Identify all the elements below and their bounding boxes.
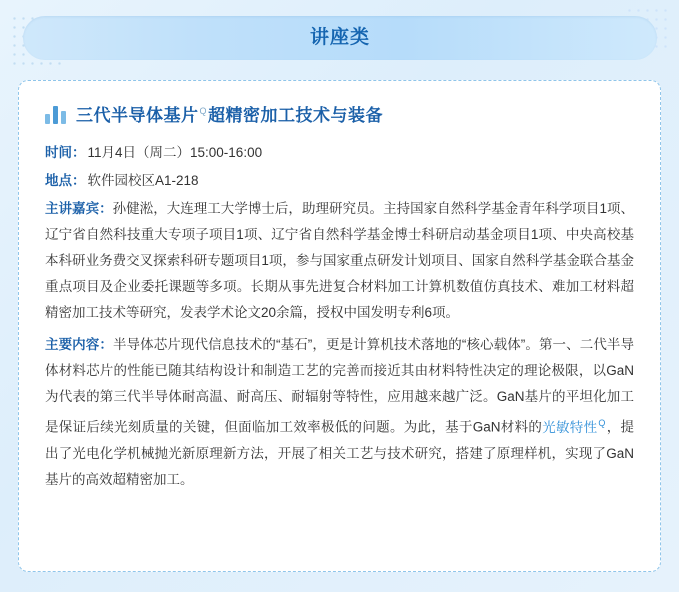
- content-label: 主要内容：: [45, 337, 113, 352]
- content-paragraph: [45, 332, 634, 493]
- content-text-after: ，提出了光电化学机械抛光新原理新方法，开展了相关工艺与技术研究，搭建了原理样机，实现了GaN基片的高效超精密加工。: [45, 419, 635, 487]
- search-superscript-icon[interactable]: Q: [199, 106, 208, 117]
- lecture-card: [18, 80, 661, 572]
- lecture-title-row: [45, 101, 634, 126]
- lecture-title-part1: 三代半导体基片: [76, 106, 199, 125]
- lecture-title-part2: 超精密加工技术与装备: [208, 106, 384, 125]
- field-location-value: 软件园校区A1-218: [87, 173, 199, 188]
- field-time-value: 11月4日（周二）15:00-16:00: [87, 145, 263, 160]
- field-location: [45, 168, 634, 194]
- field-time: [45, 140, 634, 166]
- page-title: 讲座类: [309, 27, 370, 48]
- header-banner: [23, 16, 657, 60]
- lecture-title: [76, 101, 383, 126]
- speaker-text: 孙健淞，大连理工大学博士后，助理研究员。主持国家自然科学基金青年科学项目1项、辽宁省自然科技重大专项子项目1项、辽宁省自然科学基金博士科研启动基金项目1项、中央高校基本科研业务费交叉探索科研专题项目1项，参与国家重点研发计划项目、国家自然科学基金联合基金重点项目及企业委托课题等多项。长期从事先进复合材料加工计算机数值仿真技术、难加工材料超精密加工技术等研究，发表学术论文20余篇，授权中国发明专利6项。: [45, 201, 635, 320]
- search-superscript-icon[interactable]: Q: [598, 418, 606, 428]
- field-time-label: 时间：: [45, 145, 86, 160]
- field-location-label: 地点：: [45, 173, 86, 188]
- speaker-label: 主讲嘉宾：: [45, 201, 113, 216]
- bar-chart-icon: [45, 104, 67, 124]
- content-highlight-text: 光敏特性: [542, 419, 598, 435]
- content-text-before: 半导体芯片现代信息技术的“基石”，更是计算机技术落地的“核心载体”。第一、二代半导体材料芯片的性能已随其结构设计和制造工艺的完善而接近其由材料特性决定的理论极限，以GaN为代表的第三代半导体耐高温、耐高压、耐辐射等特性，应用越来越广泛。GaN基片的平坦化加工是保证后续光刻质量的关键，但面临加工效率极低的问题。为此，基于GaN材料的: [45, 337, 635, 435]
- content-highlight-link[interactable]: [542, 420, 606, 435]
- speaker-paragraph: [45, 196, 634, 326]
